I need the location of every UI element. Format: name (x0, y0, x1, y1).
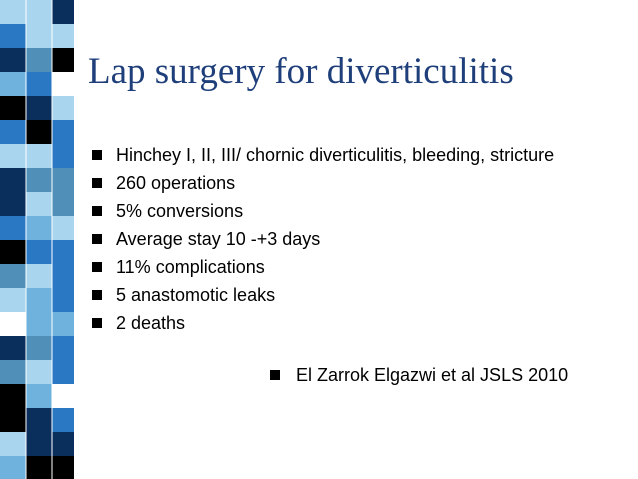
bullet-text: Average stay 10 -+3 days (116, 229, 321, 249)
pattern-tile (52, 0, 74, 24)
citation-text: El Zarrok Elgazwi et al JSLS 2010 (296, 365, 569, 385)
pattern-separator (25, 0, 27, 479)
pattern-tile (52, 264, 74, 288)
pattern-tile (0, 96, 26, 120)
slide-title: Lap surgery for diverticulitis (88, 51, 514, 92)
pattern-tile (26, 408, 52, 432)
pattern-tile (52, 144, 74, 168)
pattern-tile (0, 168, 26, 192)
pattern-tile (26, 432, 52, 456)
pattern-tile (0, 216, 26, 240)
pattern-tile (0, 432, 26, 456)
square-bullet-icon (92, 150, 102, 160)
pattern-tile (26, 288, 52, 312)
pattern-tile (52, 288, 74, 312)
pattern-separator (51, 0, 53, 479)
pattern-tile (52, 192, 74, 216)
bullet-item (92, 228, 612, 250)
pattern-tile (26, 360, 52, 384)
pattern-tile (52, 384, 74, 408)
pattern-tile (26, 120, 52, 144)
pattern-tile (0, 384, 26, 408)
pattern-tile (0, 72, 26, 96)
pattern-tile (52, 168, 74, 192)
bullet-text: 260 operations (116, 173, 236, 193)
pattern-tile (0, 24, 26, 48)
pattern-tile (0, 48, 26, 72)
pattern-tile (26, 192, 52, 216)
square-bullet-icon (92, 206, 102, 216)
bullet-text: 2 deaths (116, 313, 186, 333)
pattern-tile (26, 96, 52, 120)
pattern-tile (52, 24, 74, 48)
pattern-tile (26, 312, 52, 336)
pattern-tile (26, 336, 52, 360)
pattern-tile (52, 312, 74, 336)
pattern-tile (0, 312, 26, 336)
pattern-tile (26, 48, 52, 72)
square-bullet-icon (92, 318, 102, 328)
pattern-tile (52, 432, 74, 456)
square-bullet-icon (92, 262, 102, 272)
pattern-tile (26, 240, 52, 264)
pattern-tile (26, 0, 52, 24)
pattern-tile (26, 216, 52, 240)
pattern-tile (26, 24, 52, 48)
bullet-item (92, 172, 612, 194)
square-bullet-icon (92, 234, 102, 244)
pattern-tile (0, 240, 26, 264)
pattern-tile (0, 456, 26, 479)
pattern-tile (26, 384, 52, 408)
citation (270, 364, 568, 386)
bullet-text: 5 anastomotic leaks (116, 285, 276, 305)
pattern-tile (0, 264, 26, 288)
pattern-tile (52, 336, 74, 360)
bullet-text: Hinchey I, II, III/ chornic diverticulitis, bleeding, stricture (116, 145, 555, 165)
pattern-tile (26, 144, 52, 168)
pattern-tile (52, 456, 74, 479)
square-bullet-icon (92, 290, 102, 300)
bullet-text: 5% conversions (116, 201, 244, 221)
bullet-item (92, 312, 612, 334)
pattern-tile (0, 288, 26, 312)
pattern-tile (52, 216, 74, 240)
pattern-tile (52, 48, 74, 72)
pattern-tile (0, 0, 26, 24)
square-bullet-icon (92, 178, 102, 188)
pattern-tile (52, 408, 74, 432)
pattern-tile (52, 120, 74, 144)
pattern-tile (26, 264, 52, 288)
pattern-tile (0, 360, 26, 384)
bullet-item (92, 284, 612, 306)
pattern-tile (26, 456, 52, 479)
pattern-tile (26, 168, 52, 192)
pattern-tile (26, 72, 52, 96)
square-bullet-icon (270, 370, 280, 380)
bullet-item (92, 256, 612, 278)
bullet-item (92, 200, 612, 222)
pattern-tile (52, 72, 74, 96)
pattern-tile (52, 96, 74, 120)
bullet-item (92, 144, 612, 166)
bullet-list (92, 144, 612, 340)
pattern-tile (0, 144, 26, 168)
pattern-tile (0, 336, 26, 360)
pattern-tile (0, 408, 26, 432)
pattern-tile (0, 120, 26, 144)
decorative-side-pattern (0, 0, 74, 479)
bullet-text: 11% complications (116, 257, 265, 277)
pattern-tile (52, 360, 74, 384)
pattern-tile (0, 192, 26, 216)
pattern-tile (52, 240, 74, 264)
